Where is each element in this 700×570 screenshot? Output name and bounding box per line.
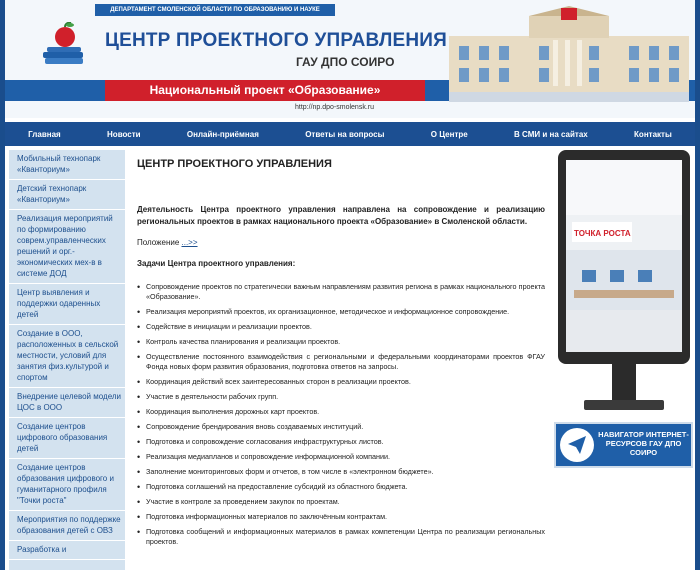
- growth-point-kiosk-banner[interactable]: [554, 150, 694, 416]
- apple-books-logo: [41, 22, 87, 66]
- site-header: [5, 0, 695, 118]
- list-item: • Подготовка информационных материалов по заключённым контрактам.: [137, 512, 545, 522]
- sidebar-item-cos-model[interactable]: Внедрение целевой модели ЦОС в ООО: [9, 388, 125, 418]
- list-item: • Подготовка и сопровождение согласования инфраструктурных листов.: [137, 437, 545, 447]
- main-nav: [5, 122, 695, 146]
- position-line: [137, 238, 545, 247]
- list-item: • Участие в контроле за проведением закупок по проектам.: [137, 497, 545, 507]
- project-banner: Национальный проект «Образование»: [105, 80, 425, 101]
- sidebar-item-kids-quantorium[interactable]: Детский технопарк «Кванториум»: [9, 180, 125, 210]
- list-item: • Реализация медиапланов и сопровождение информационной компании.: [137, 452, 545, 462]
- list-item: • Контроль качества планирования и реализации проектов.: [137, 337, 545, 347]
- list-item: • Подготовка сообщений и информационных материалов в рамках компетенции Центра по реализации региональных проектов.: [137, 527, 545, 547]
- page-title: ЦЕНТР ПРОЕКТНОГО УПРАВЛЕНИЯ: [137, 158, 332, 170]
- nav-media[interactable]: В СМИ и на сайтах: [514, 129, 588, 139]
- sidebar-item-dod-measures[interactable]: Реализация мероприятий по формированию соврем.управленческих решений и орг.-экономических мех-в в системе ДОД: [9, 210, 125, 284]
- list-item: • Содействие в инициации и реализации проектов.: [137, 322, 545, 332]
- department-label: ДЕПАРТАМЕНТ СМОЛЕНСКОЙ ОБЛАСТИ ПО ОБРАЗОВАНИЮ И НАУКЕ: [95, 4, 335, 16]
- nav-news[interactable]: Новости: [107, 129, 141, 139]
- list-item: • Реализация мероприятий проектов, их организационное, методическое и информационное сопровождение.: [137, 307, 545, 317]
- tasks-list: [137, 282, 545, 547]
- sidebar-item-digital-centers[interactable]: Создание центров цифрового образования детей: [9, 418, 125, 459]
- sidebar-item-rural-sports[interactable]: Создание в ООО, расположенных в сельской местности, условий для занятия физ.культурой и спортом: [9, 325, 125, 388]
- navigator-label: НАВИГАТОР ИНТЕРНЕТ-РЕСУРСОВ ГАУ ДПО СОИРО: [598, 430, 689, 457]
- sidebar: [9, 150, 125, 570]
- list-item: • Координация действий всех заинтересованных сторон в реализации проектов.: [137, 377, 545, 387]
- position-label: Положение: [137, 238, 180, 247]
- site-url[interactable]: http://np.dpo-smolensk.ru: [295, 104, 374, 111]
- send-arrow-icon: [560, 428, 594, 462]
- sidebar-item-development[interactable]: Разработка и: [9, 541, 125, 560]
- navigator-banner[interactable]: [554, 422, 693, 468]
- list-item: • Сопровождение брендирования вновь создаваемых институций.: [137, 422, 545, 432]
- position-link[interactable]: ...>>: [181, 238, 198, 247]
- kiosk-sign: ТОЧКА РОСТА: [574, 229, 631, 238]
- list-item: • Координация выполнения дорожных карт проектов.: [137, 407, 545, 417]
- nav-about[interactable]: О Центре: [430, 129, 468, 139]
- sidebar-item-ovz-support[interactable]: Мероприятия по поддержке образования детей с ОВЗ: [9, 511, 125, 541]
- sidebar-item-mobile-quantorium[interactable]: Мобильный технопарк «Кванториум»: [9, 150, 125, 180]
- nav-faq[interactable]: Ответы на вопросы: [305, 129, 385, 139]
- list-item: • Подготовка соглашений на предоставление субсидий из областного бюджета.: [137, 482, 545, 492]
- right-column: [552, 150, 695, 570]
- nav-home[interactable]: Главная: [28, 129, 61, 139]
- list-item: • Заполнение мониторинговых форм и отчетов, в том числе в «электронном бюджете».: [137, 467, 545, 477]
- list-item: • Осуществление постоянного взаимодействия с региональными и федеральными координаторами проектов ФГАУ Фонда новых форм развития образования, подготовка ответов на запросы.: [137, 352, 545, 372]
- lead-paragraph: Деятельность Центра проектного управления направлена на сопровождение и реализацию региональных проектов в рамках национального проекта «Образование» в Смоленской области.: [137, 205, 545, 226]
- main-content: [131, 150, 545, 570]
- list-item: • Сопровождение проектов по стратегически важным направлениям развития региона в рамках национального проекта «Образование».: [137, 282, 545, 302]
- nav-online-reception[interactable]: Онлайн-приёмная: [186, 129, 259, 139]
- building-illustration: [449, 6, 689, 102]
- list-item: • Участие в деятельности рабочих групп.: [137, 392, 545, 402]
- nav-contacts[interactable]: Контакты: [634, 129, 672, 139]
- site-subtitle: ГАУ ДПО СОИРО: [296, 55, 395, 69]
- sidebar-item-growth-points[interactable]: Создание центров образования цифрового и гуманитарного профиля "Точки роста": [9, 459, 125, 511]
- site-title: ЦЕНТР ПРОЕКТНОГО УПРАВЛЕНИЯ: [105, 30, 448, 51]
- sidebar-item-gifted-center[interactable]: Центр выявления и поддержки одаренных детей: [9, 284, 125, 325]
- tasks-heading: Задачи Центра проектного управления:: [137, 259, 296, 268]
